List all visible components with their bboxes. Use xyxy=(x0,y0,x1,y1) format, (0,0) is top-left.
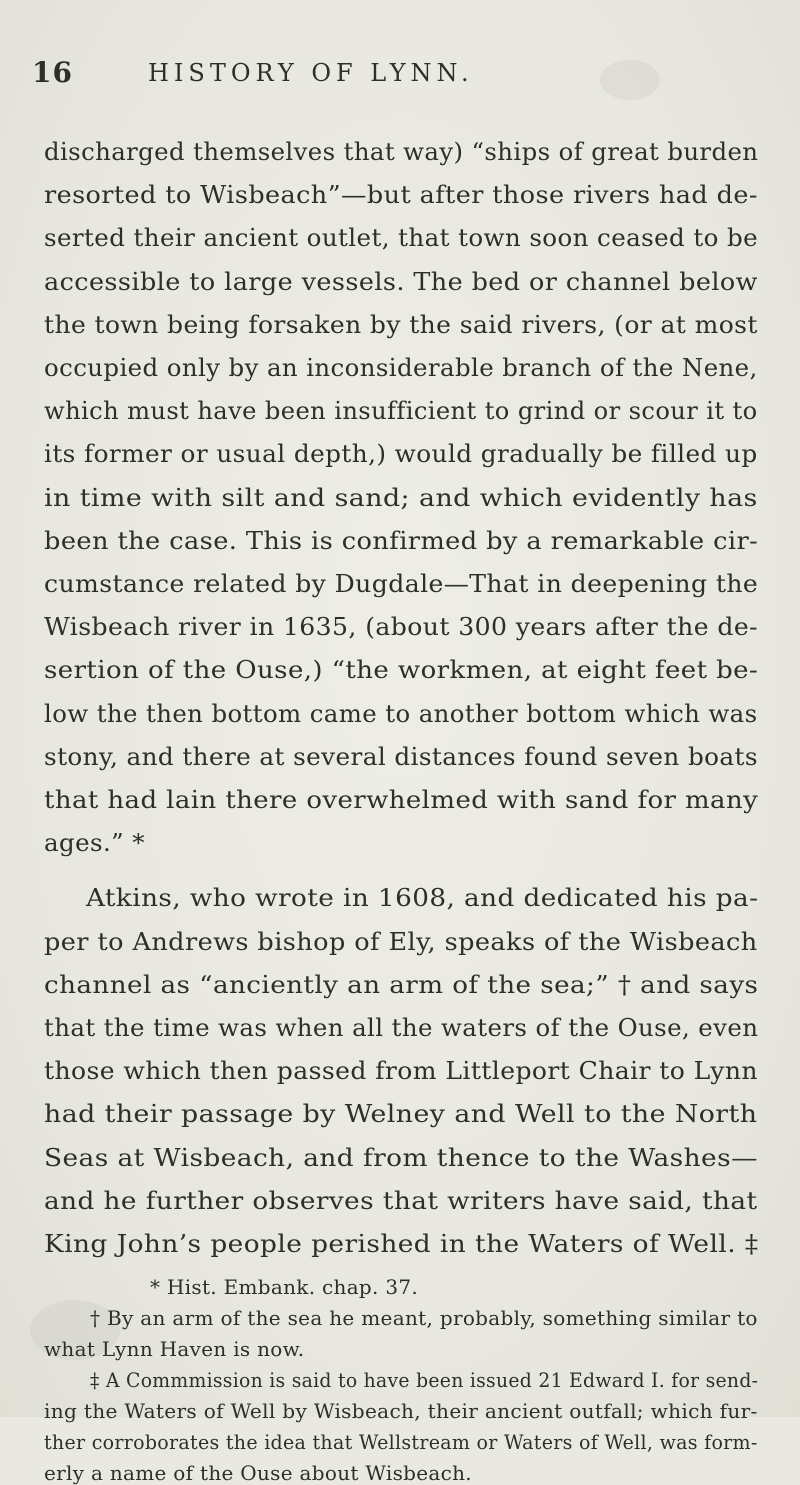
footnote-line: what Lynn Haven is now. xyxy=(44,1337,305,1362)
text-line: discharged themselves that way) “ships of great burden xyxy=(44,137,759,166)
text-line: per to Andrews bishop of Ely, speaks of the Wisbeach xyxy=(44,926,758,956)
text-line: occupied only by an inconsiderable branch of the Nene, xyxy=(44,353,758,382)
page-number: 16 xyxy=(32,56,73,89)
text-line: the town being forsaken by the said rivers, (or at most xyxy=(44,309,758,339)
text-line: low the then bottom came to another bottom which was xyxy=(44,698,758,728)
text-line: been the case. This is confirmed by a remarkable cir- xyxy=(44,525,759,555)
footnote-line: erly a name of the Ouse about Wisbeach. xyxy=(44,1461,472,1485)
footnote-line: ing the Waters of Well by Wisbeach, their ancient outfall; which fur- xyxy=(44,1399,758,1424)
text-line: those which then passed from Littleport Chair to Lynn xyxy=(44,1056,758,1086)
text-line: King John’s people perished in the Waters of Well. ‡ xyxy=(44,1229,759,1258)
running-head: HISTORY OF LYNN. xyxy=(148,59,474,87)
footnote-line: ‡ A Commmission is said to have been issued 21 Edward I. for send- xyxy=(90,1368,759,1393)
footnote-line: * Hist. Embank. chap. 37. xyxy=(150,1275,419,1300)
text-line: that had lain there overwhelmed with sand for many xyxy=(44,785,759,814)
text-line: Atkins, who wrote in 1608, and dedicated his pa- xyxy=(86,883,759,913)
text-line: and he further observes that writers have said, that xyxy=(44,1185,758,1215)
text-line: stony, and there at several distances found seven boats xyxy=(44,741,758,771)
text-line: sertion of the Ouse,) “the workmen, at eight feet be- xyxy=(44,655,759,685)
text-line: resorted to Wisbeach”—but after those rivers had de- xyxy=(44,180,758,210)
text-line: serted their ancient outlet, that town soon ceased to be xyxy=(44,223,759,253)
footnote-line: † By an arm of the sea he meant, probably, something similar to xyxy=(90,1306,758,1331)
text-line: Seas at Wisbeach, and from thence to the Washes— xyxy=(44,1142,758,1172)
text-line: that the time was when all the waters of the Ouse, even xyxy=(44,1013,759,1042)
text-line: ages.” * xyxy=(44,828,145,858)
text-line: in time with silt and sand; and which evidently has xyxy=(44,482,758,512)
text-line: channel as “anciently an arm of the sea;” † and says xyxy=(44,969,759,999)
text-line: its former or usual depth,) would gradually be filled up xyxy=(44,439,758,469)
text-line: had their passage by Welney and Well to the North xyxy=(44,1099,758,1129)
page-header xyxy=(32,56,710,92)
text-line: Wisbeach river in 1635, (about 300 years after the de- xyxy=(44,612,759,642)
text-line: accessible to large vessels. The bed or channel below xyxy=(44,266,758,296)
text-line: which must have been insufficient to grind or scour it to xyxy=(44,396,758,426)
footnote-line: ther corroborates the idea that Wellstream or Waters of Well, was form- xyxy=(44,1430,758,1455)
text-line: cumstance related by Dugdale—That in deepening the xyxy=(44,569,759,598)
